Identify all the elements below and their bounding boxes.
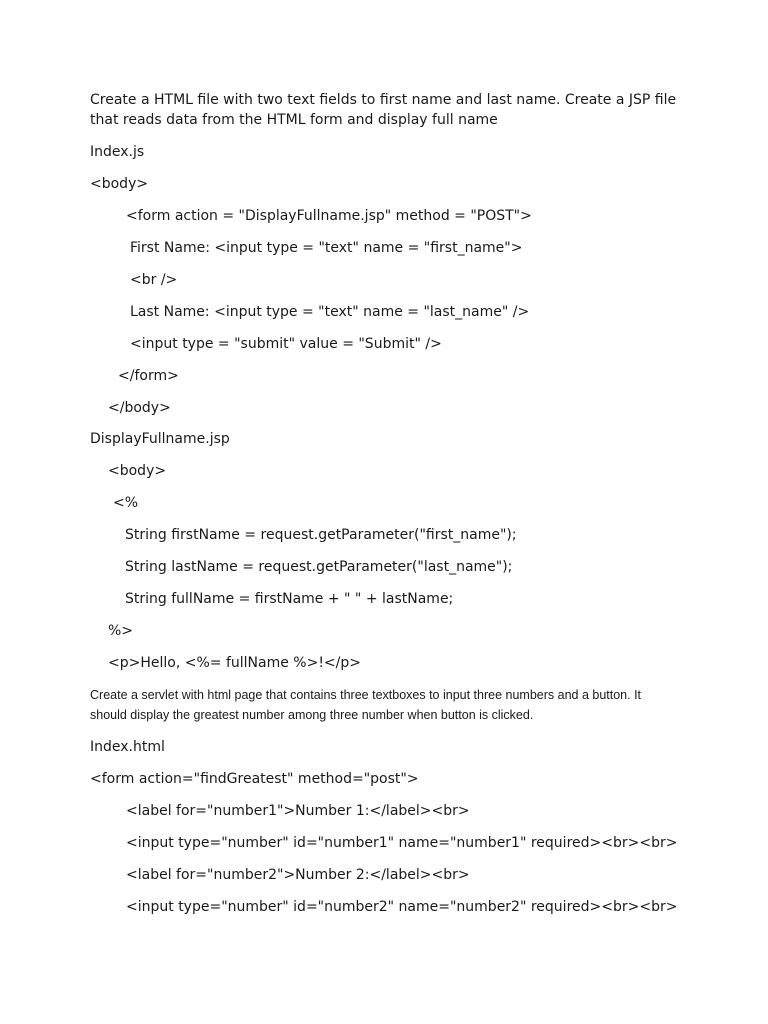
code-line: </form>	[118, 368, 179, 384]
code-line: <input type = "submit" value = "Submit" />	[130, 336, 442, 352]
question-2-text-line-2: should display the greatest number among three number when button is clicked.	[90, 708, 534, 722]
code-line: <label for="number1">Number 1:</label><br>	[126, 803, 470, 819]
code-line: <input type="number" id="number2" name="number2" required><br><br>	[126, 899, 678, 915]
code-line: <body>	[90, 176, 149, 192]
code-line: <form action = "DisplayFullname.jsp" method = "POST">	[126, 208, 532, 224]
code-line: <br />	[130, 272, 178, 288]
code-line: <body>	[108, 463, 167, 479]
code-line: %>	[108, 623, 134, 639]
code-line: String firstName = request.getParameter("first_name");	[125, 527, 517, 543]
question-1-text-line-1: Create a HTML file with two text fields to first name and last name. Create a JSP file	[90, 92, 677, 108]
code-line: Last Name: <input type = "text" name = "last_name" />	[130, 304, 530, 320]
file-name-index-js: Index.js	[90, 144, 145, 160]
file-name-displayfullname-jsp: DisplayFullname.jsp	[90, 431, 230, 447]
question-1-text-line-2: that reads data from the HTML form and display full name	[90, 112, 498, 128]
question-2-text-line-1: Create a servlet with html page that contains three textboxes to input three numbers and a button. It	[90, 688, 642, 702]
code-line: <label for="number2">Number 2:</label><br>	[126, 867, 470, 883]
code-line: </body>	[108, 400, 171, 416]
code-line: <%	[113, 495, 139, 511]
code-line: <input type="number" id="number1" name="number1" required><br><br>	[126, 835, 678, 851]
code-line: <form action="findGreatest" method="post">	[90, 771, 419, 787]
code-line: <p>Hello, <%= fullName %>!</p>	[108, 655, 361, 671]
code-line: String fullName = firstName + " " + lastName;	[125, 591, 454, 607]
code-line: First Name: <input type = "text" name = "first_name">	[130, 240, 523, 256]
code-line: String lastName = request.getParameter("last_name");	[125, 559, 513, 575]
file-name-index-html: Index.html	[90, 739, 165, 755]
